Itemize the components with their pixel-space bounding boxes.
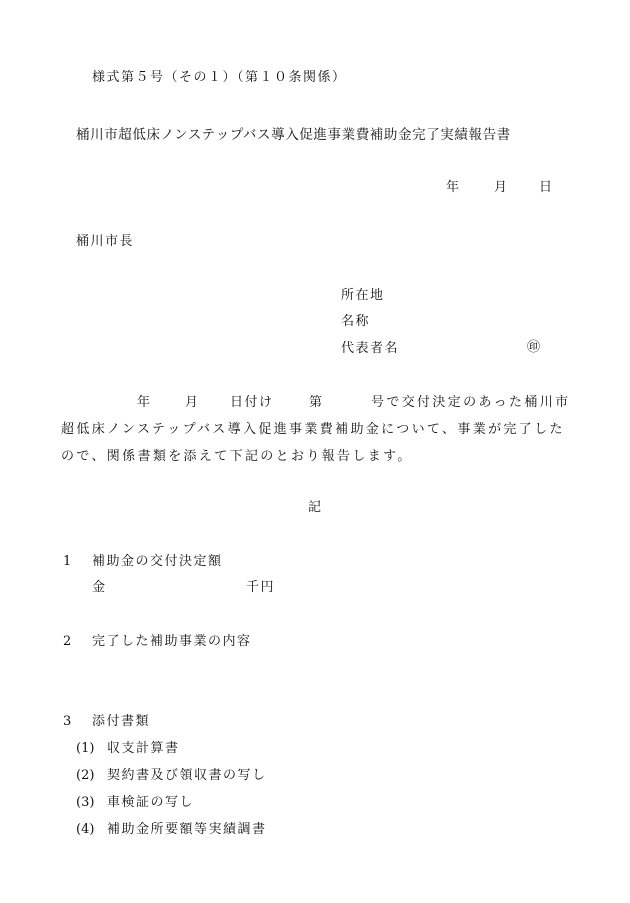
body-line3: ので、関係書類を添えて下記のとおり報告します。	[61, 449, 413, 464]
name-label: 名称	[341, 314, 371, 329]
attachment-text: 収支計算書	[107, 741, 180, 756]
body-line2: 超低床ノンステップバス導入促進事業費補助金について、事業が完了した	[61, 422, 565, 437]
attachment-index: (2)	[76, 768, 95, 783]
seal-icon: ㊞	[527, 340, 541, 355]
item-2-number: 2	[63, 634, 72, 649]
ki-heading: 記	[308, 500, 322, 515]
representative-label: 代表者名	[341, 341, 400, 356]
addressee: 桶川市長	[76, 234, 135, 249]
amount-prefix: 金	[92, 580, 106, 595]
item-1-title: 補助金の交付決定額	[92, 554, 223, 569]
date-day: 日	[539, 180, 553, 195]
address-label: 所在地	[341, 288, 385, 303]
date-month: 月	[494, 180, 508, 195]
body-month: 月	[185, 395, 199, 410]
attachment-index: (3)	[76, 795, 95, 810]
attachment-text: 補助金所要額等実績調書	[107, 822, 267, 837]
item-2-title: 完了した補助事業の内容	[92, 634, 252, 649]
attachment-index: (4)	[76, 822, 95, 837]
form-number: 様式第５号（その１）（第１０条関係）	[92, 70, 347, 85]
date-year: 年	[446, 180, 460, 195]
document-title: 桶川市超低床ノンステップバス導入促進事業費補助金完了実績報告書	[76, 127, 511, 143]
attachment-text: 車検証の写し	[107, 795, 195, 810]
item-3-title: 添付書類	[92, 714, 151, 729]
amount-unit: 千円	[246, 580, 276, 595]
item-3-number: 3	[63, 714, 72, 729]
body-line1-rest: 号で交付決定のあった桶川市	[371, 395, 571, 410]
body-day: 日付け	[230, 395, 274, 410]
attachment-text: 契約書及び領収書の写し	[107, 768, 267, 783]
body-year: 年	[137, 395, 151, 410]
attachment-index: (1)	[76, 741, 95, 756]
item-1-number: 1	[63, 554, 72, 569]
body-number-prefix: 第	[309, 395, 323, 410]
